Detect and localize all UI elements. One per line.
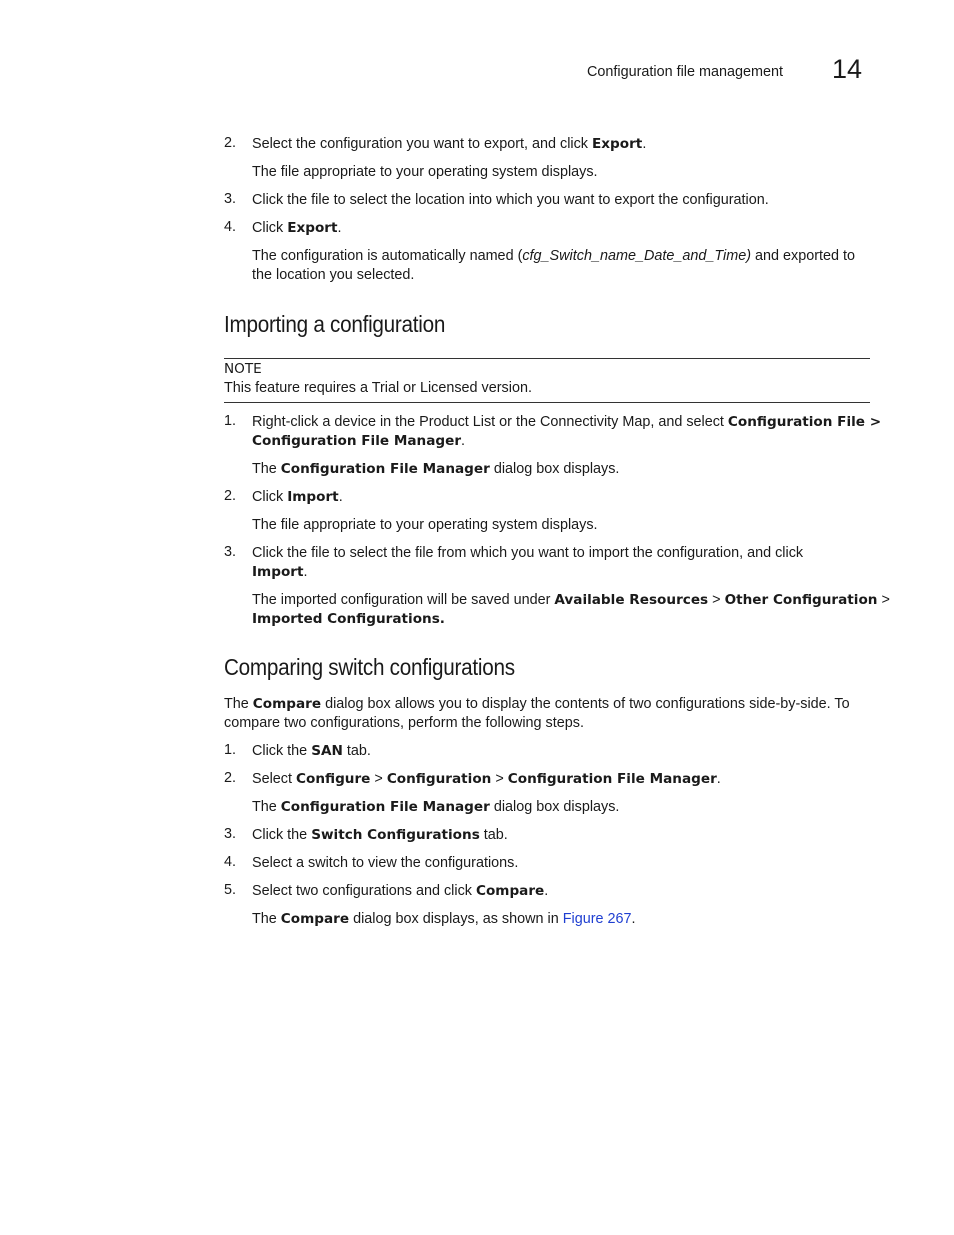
compare-step-5-result: The Compare dialog box displays, as shown in Figure 267. <box>252 911 636 927</box>
step-number: 2. <box>224 770 237 786</box>
note-top-rule <box>224 358 870 359</box>
import-step-2: Click Import. <box>252 489 343 505</box>
import-step-2-result: The file appropriate to your operating system displays. <box>252 517 598 533</box>
import-step-1-result: The Configuration File Manager dialog box displays. <box>252 461 620 477</box>
running-header-title: Configuration file management <box>587 64 783 80</box>
compare-step-2-result: The Configuration File Manager dialog box displays. <box>252 799 620 815</box>
step-number: 1. <box>224 742 237 758</box>
export-step-4: Click Export. <box>252 220 342 236</box>
step-number: 3. <box>224 826 237 842</box>
note-bottom-rule <box>224 402 870 403</box>
step-number: 2. <box>224 488 237 504</box>
step-number: 5. <box>224 882 237 898</box>
step-number: 3. <box>224 191 237 207</box>
compare-step-4: Select a switch to view the configurations. <box>252 855 519 871</box>
note-text: This feature requires a Trial or Licensed version. <box>224 380 532 396</box>
step-number: 2. <box>224 135 237 151</box>
compare-step-3: Click the Switch Configurations tab. <box>252 827 508 843</box>
export-step-4-result: The configuration is automatically named (cfg_Switch_name_Date_and_Time) and exported to the location you selected. <box>252 248 856 283</box>
import-step-1: Right-click a device in the Product List or the Connectivity Map, and select Configuration File > Configuration File Manager. <box>252 414 882 449</box>
step-number: 1. <box>224 413 237 429</box>
export-step-2-result: The file appropriate to your operating system displays. <box>252 164 598 180</box>
compare-step-2: Select Configure > Configuration > Configuration File Manager. <box>252 771 721 787</box>
import-step-3-result: The imported configuration will be saved under Available Resources > Other Configuration > Imported Configurations. <box>252 592 890 627</box>
export-step-3: Click the file to select the location into which you want to export the configuration. <box>252 192 769 208</box>
step-number: 3. <box>224 544 237 560</box>
compare-step-1: Click the SAN tab. <box>252 743 371 759</box>
figure-link[interactable]: Figure 267 <box>562 911 632 927</box>
chapter-number: 14 <box>832 54 863 84</box>
step-number: 4. <box>224 219 237 235</box>
section-heading-comparing: Comparing switch configurations <box>224 654 515 680</box>
note-label: NOTE <box>224 361 262 377</box>
export-step-2: Select the configuration you want to export, and click Export. <box>252 136 647 152</box>
compare-step-5: Select two configurations and click Compare. <box>252 883 549 899</box>
import-step-3: Click the file to select the file from which you want to import the configuration, and click Import. <box>252 545 804 580</box>
step-number: 4. <box>224 854 237 870</box>
section-heading-importing: Importing a configuration <box>224 311 446 337</box>
compare-intro: The Compare dialog box allows you to display the contents of two configurations side-by-side. To compare two configurations, perform the following steps. <box>224 696 850 731</box>
